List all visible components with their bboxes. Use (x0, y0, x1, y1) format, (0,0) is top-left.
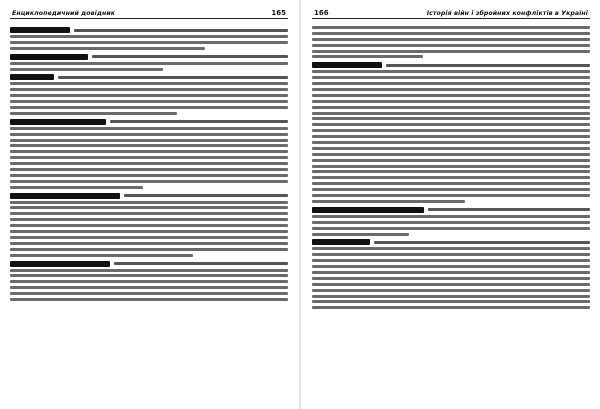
dictionary-entry (10, 73, 288, 114)
dictionary-entry (312, 61, 590, 203)
left-text-column (10, 26, 288, 301)
dictionary-entry (10, 192, 288, 257)
dictionary-entry (10, 26, 288, 50)
dictionary-entry-continued (312, 26, 590, 58)
right-page-number: 166 (314, 9, 329, 17)
right-text-column (312, 26, 590, 309)
dictionary-entry (312, 206, 590, 236)
left-page-number: 165 (271, 9, 286, 17)
left-running-header (10, 8, 288, 19)
dictionary-entry (10, 260, 288, 301)
right-page (300, 0, 600, 409)
right-running-header (312, 8, 590, 19)
left-header-title: Енциклопедичний довідник (12, 9, 116, 17)
dictionary-entry (10, 118, 288, 189)
book-gutter (299, 0, 301, 409)
dictionary-entry (312, 238, 590, 309)
dictionary-entry (10, 53, 288, 71)
right-header-title: Історія війн і збройних конфліктів в Україні (426, 9, 588, 17)
